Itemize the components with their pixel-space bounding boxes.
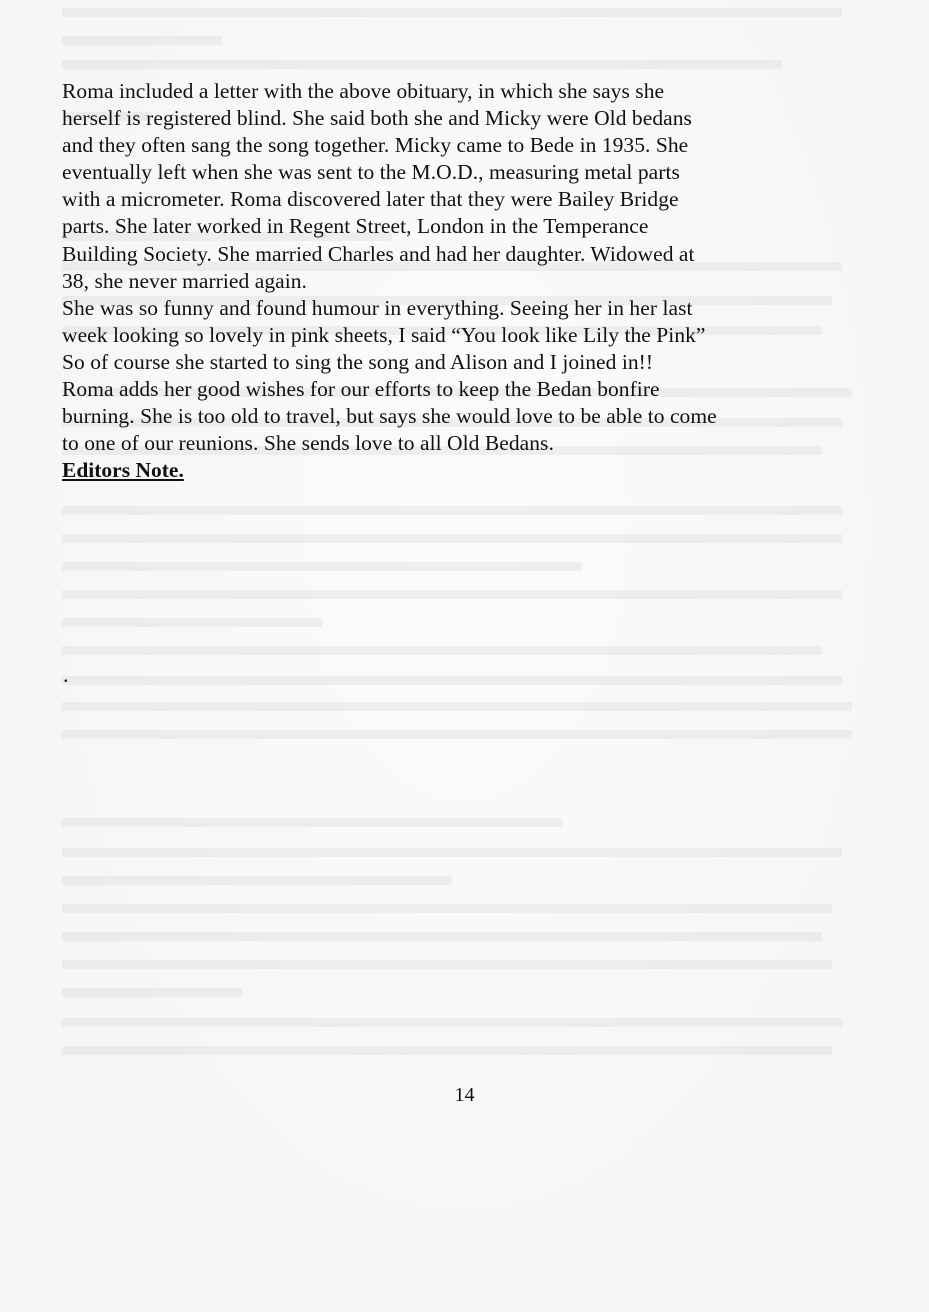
text-line: Building Society. She married Charles and had her daughter. Widowed at [62, 241, 695, 266]
page-number: 14 [454, 1084, 475, 1106]
text-line: 38, she never married again. [62, 268, 307, 293]
text-line: So of course she started to sing the song and Alison and I joined in!! [62, 349, 654, 374]
stray-mark: . [63, 662, 69, 687]
text-line: burning. She is too old to travel, but says she would love to be able to come [62, 404, 717, 429]
paragraph-roma-letter [62, 78, 862, 295]
text-line: to one of our reunions. She sends love to all Old Bedans. [62, 431, 554, 456]
text-line: eventually left when she was sent to the M.O.D., measuring metal parts [62, 160, 680, 185]
text-line: week looking so lovely in pink sheets, I said “You look like Lily the Pink” [62, 322, 706, 347]
text-line: parts. She later worked in Regent Street, London in the Temperance [62, 214, 649, 239]
text-line: herself is registered blind. She said both she and Micky were Old bedans [62, 106, 692, 131]
article-body [62, 78, 862, 484]
paragraph-lily-the-pink [62, 295, 862, 376]
text-line: Roma adds her good wishes for our efforts to keep the Bedan bonfire [62, 377, 660, 402]
text-line: She was so funny and found humour in everything. Seeing her in her last [62, 295, 693, 320]
paragraph-good-wishes [62, 376, 862, 457]
text-line: with a micrometer. Roma discovered later that they were Bailey Bridge [62, 187, 679, 212]
text-line: and they often sang the song together. Micky came to Bede in 1935. She [62, 133, 689, 158]
text-line: Roma included a letter with the above obituary, in which she says she [62, 79, 665, 103]
editors-note-heading: Editors Note. [62, 458, 184, 483]
